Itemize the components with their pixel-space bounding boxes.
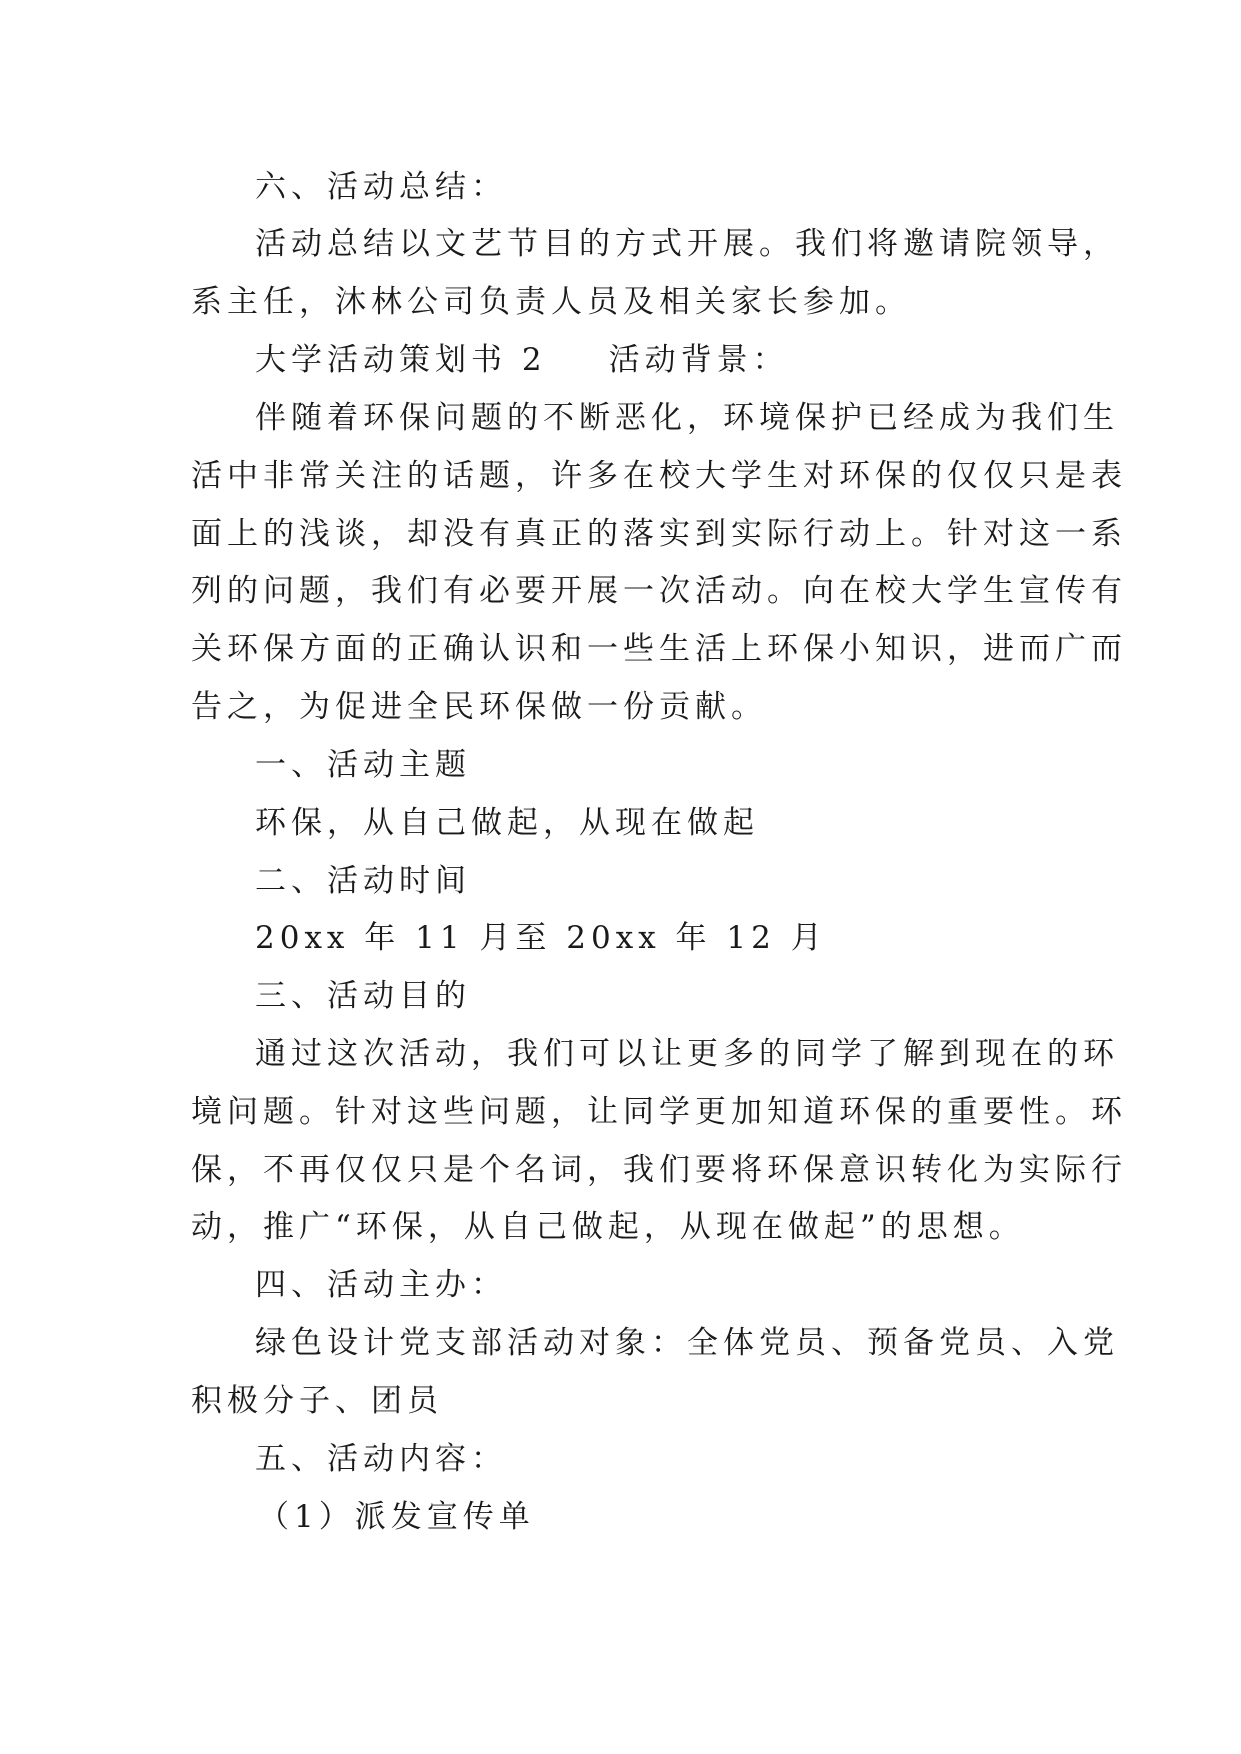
paragraph-line: 20xx 年 11 月至 20xx 年 12 月 bbox=[255, 920, 827, 956]
paragraph-line: 动，推广“环保，从自己做起，从现在做起”的思想。 bbox=[191, 1209, 1025, 1245]
section-heading-purpose: 三、活动目的 bbox=[255, 978, 471, 1014]
document-title-text: 大学活动策划书 2 bbox=[255, 342, 547, 378]
paragraph-line: 活中非常关注的话题，许多在校大学生对环保的仅仅只是表 bbox=[191, 458, 1127, 494]
paragraph-line: 活动总结以文艺节目的方式开展。我们将邀请院领导， bbox=[255, 226, 1119, 262]
paragraph-line: 保，不再仅仅只是个名词，我们要将环保意识转化为实际行 bbox=[191, 1152, 1127, 1188]
paragraph-line: 面上的浅谈，却没有真正的落实到实际行动上。针对这一系 bbox=[191, 516, 1127, 552]
paragraph-line: 环保，从自己做起，从现在做起 bbox=[255, 805, 759, 841]
paragraph-line: 系主任，沐林公司负责人员及相关家长参加。 bbox=[191, 284, 911, 320]
paragraph-line: 境问题。针对这些问题，让同学更加知道环保的重要性。环 bbox=[191, 1094, 1127, 1130]
paragraph-line: 积极分子、团员 bbox=[191, 1383, 443, 1419]
section-heading-summary: 六、活动总结： bbox=[255, 169, 507, 205]
document-title bbox=[255, 340, 789, 380]
paragraph-line: 通过这次活动，我们可以让更多的同学了解到现在的环 bbox=[255, 1036, 1119, 1072]
section-heading-time: 二、活动时间 bbox=[255, 863, 471, 899]
section-heading-background: 活动背景： bbox=[608, 342, 789, 378]
list-item: （1）派发宣传单 bbox=[258, 1499, 535, 1535]
paragraph-line: 列的问题，我们有必要开展一次活动。向在校大学生宣传有 bbox=[191, 573, 1127, 609]
paragraph-line: 绿色设计党支部活动对象：全体党员、预备党员、入党 bbox=[255, 1325, 1119, 1361]
paragraph-line: 关环保方面的正确认识和一些生活上环保小知识，进而广而 bbox=[191, 631, 1127, 667]
section-heading-content: 五、活动内容： bbox=[255, 1441, 507, 1477]
section-heading-theme: 一、活动主题 bbox=[255, 747, 471, 783]
paragraph-line: 告之，为促进全民环保做一份贡献。 bbox=[191, 689, 767, 725]
section-heading-organizer: 四、活动主办： bbox=[255, 1267, 507, 1303]
paragraph-line: 伴随着环保问题的不断恶化，环境保护已经成为我们生 bbox=[255, 400, 1119, 436]
